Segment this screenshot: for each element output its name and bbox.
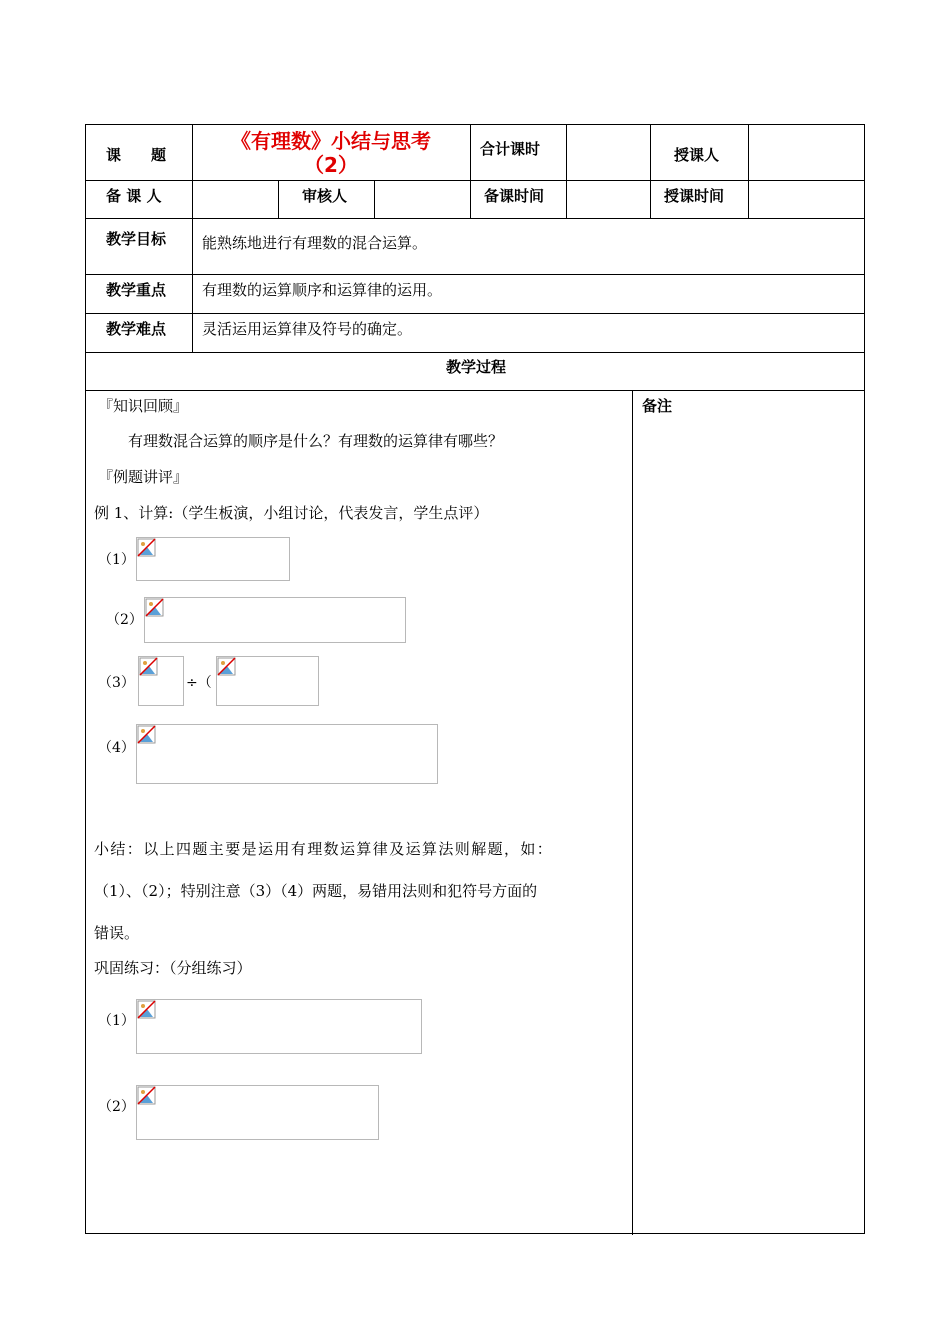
lesson-title-line1: 《有理数》小结与思考 [231, 129, 431, 153]
divide-sign: ÷（ [186, 675, 212, 691]
lesson-title [192, 129, 470, 177]
row-divider [86, 313, 864, 314]
row-divider [86, 352, 864, 353]
focus-text: 有理数的运算顺序和运算律的运用。 [202, 281, 443, 299]
summary-line-2: （1）、（2）；特别注意（3）（4）两题，易错用法则和犯符号方面的 [94, 882, 538, 900]
formula-image-1 [136, 537, 290, 581]
practice-heading: 巩固练习：（分组练习） [94, 959, 252, 977]
broken-image-icon [137, 725, 156, 744]
col-divider [650, 125, 651, 218]
summary-line-3: 错误。 [94, 924, 140, 942]
lesson-title-line2: （2） [304, 153, 358, 177]
col-divider [192, 218, 193, 352]
item-3-label: （3） [98, 675, 135, 691]
practice-image-2 [136, 1085, 379, 1140]
item-4-label: （4） [98, 740, 135, 756]
focus-label: 教学重点 [106, 281, 167, 299]
teacher-label: 授课人 [674, 146, 720, 164]
total-hours-label: 合计课时 [480, 140, 541, 158]
row-divider [86, 218, 864, 219]
row-divider [86, 390, 864, 391]
col-divider [192, 180, 193, 218]
col-divider [470, 125, 471, 218]
goal-text: 能熟练地进行有理数的混合运算。 [202, 234, 428, 252]
example-1-text: 例 1、计算:（学生板演，小组讨论，代表发言，学生点评） [94, 504, 489, 522]
summary-line-1: 小结：以上四题主要是运用有理数运算律及运算法则解题，如： [94, 840, 554, 858]
teach-time-label: 授课时间 [664, 187, 725, 205]
broken-image-icon [137, 1086, 156, 1105]
process-heading: 教学过程 [445, 358, 506, 376]
col-divider [566, 125, 567, 218]
col-divider [748, 125, 749, 218]
notes-label: 备注 [642, 397, 673, 415]
examples-heading: 『例题讲评』 [98, 468, 189, 486]
item-2-label: （2） [106, 612, 143, 628]
col-divider [632, 390, 633, 1235]
broken-image-icon [137, 538, 156, 557]
item-1-label: （1） [98, 552, 135, 568]
formula-image-3b [216, 656, 319, 706]
col-divider [374, 180, 375, 218]
reviewer-label: 审核人 [302, 187, 348, 205]
review-heading: 『知识回顾』 [98, 397, 189, 415]
row-divider [86, 274, 864, 275]
formula-image-4 [136, 724, 438, 784]
broken-image-icon [137, 1000, 156, 1019]
lesson-plan-table [85, 124, 865, 1234]
broken-image-icon [217, 657, 236, 676]
prep-time-label: 备课时间 [484, 187, 545, 205]
formula-image-3a [138, 656, 184, 706]
difficulty-text: 灵活运用运算律及符号的确定。 [202, 320, 413, 338]
formula-image-2 [144, 597, 406, 643]
col-divider [278, 180, 279, 218]
practice-image-1 [136, 999, 422, 1054]
practice-1-label: （1） [98, 1013, 135, 1029]
topic-label: 课 题 [106, 146, 167, 164]
broken-image-icon [139, 657, 158, 676]
goal-label: 教学目标 [106, 230, 167, 248]
difficulty-label: 教学难点 [106, 320, 167, 338]
broken-image-icon [145, 598, 164, 617]
preparer-label: 备 课 人 [106, 187, 162, 205]
review-question: 有理数混合运算的顺序是什么？有理数的运算律有哪些？ [128, 432, 504, 450]
practice-2-label: （2） [98, 1099, 135, 1115]
